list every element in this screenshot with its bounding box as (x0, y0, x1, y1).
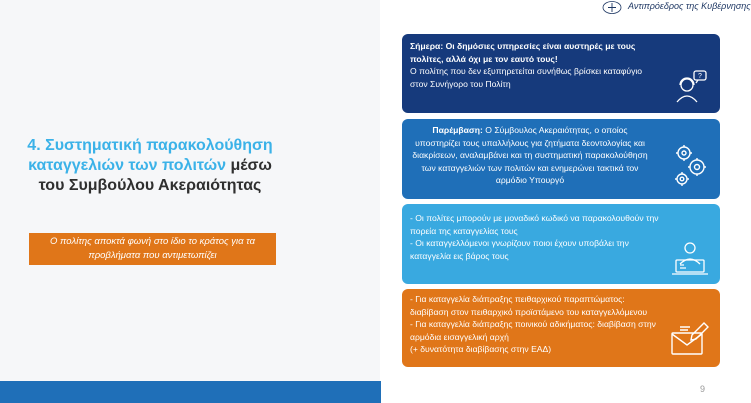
title-highlight: 4. Συστηματική παρακολούθηση καταγγελιών των πολιτών (27, 137, 273, 174)
card-referral-line1: - Για καταγγελία διάπραξης πειθαρχικού παραπτώματος: διαβίβαση στον πειθαρχικό προϊστάμενο του καταγγελλόμενου (410, 294, 648, 317)
svg-text:?: ? (698, 73, 702, 80)
callout-box: Ο πολίτης αποκτά φωνή στο ίδιο το κράτος για τα προβλήματα που αντιμετωπίζει (29, 233, 276, 265)
computer-user-icon (670, 238, 710, 276)
header-title: Αντιπρόεδρος της Κυβέρνησης (628, 1, 751, 11)
card-tracking (402, 204, 720, 284)
page-number: 9 (700, 384, 706, 394)
card-today-bold: Σήμερα: Οι δημόσιες υπηρεσίες είναι αυστηρές με τους πολίτες, αλλά όχι με τον εαυτό τους! (410, 41, 636, 64)
card-referral (402, 289, 720, 367)
greek-emblem-icon (602, 1, 622, 14)
mail-edit-icon (670, 321, 710, 357)
card-today (402, 34, 720, 113)
card-today-text: Ο πολίτης που δεν εξυπηρετείται συνήθως βρίσκει καταφύγιο στον Συνήγορο του Πολίτη (410, 66, 643, 89)
bottom-bar (0, 381, 381, 403)
card-referral-line2: - Για καταγγελία διάπραξης ποινικού αδικήματος: διαβίβαση στην αρμόδια εισαγγελική αρχή (410, 319, 656, 342)
card-referral-line3: (+ δυνατότητα διαβίβασης στην ΕΑΔ) (410, 344, 552, 354)
gears-icon (670, 141, 710, 189)
card-tracking-line2: - Οι καταγγελλόμενοι γνωρίζουν ποιοι έχουν υποβάλει την καταγγελία εις βάρος τους (410, 238, 629, 261)
card-tracking-line1: - Οι πολίτες μπορούν με μοναδικό κωδικό να παρακολουθούν την πορεία της καταγγελίας τους (410, 213, 659, 236)
support-agent-icon (672, 67, 710, 105)
card-intervention-bold: Παρέμβαση: (432, 125, 483, 135)
card-intervention-text: Ο Σύμβουλος Ακεραιότητας, ο οποίος υποστηρίζει τους υπαλλήλους για ζητήματα δεοντολογίας και διακρίσεων, αναλαμβάνει και τη συστηματική παρακολούθηση των καταγγελιών των πολιτών και ενημερώνει τακτικά τον αρμόδιο Υπουργό (412, 125, 648, 185)
card-intervention (402, 119, 720, 199)
page-title (20, 136, 280, 196)
title-rest: μέσω του Συμβούλου Ακεραιότητας (38, 157, 272, 194)
